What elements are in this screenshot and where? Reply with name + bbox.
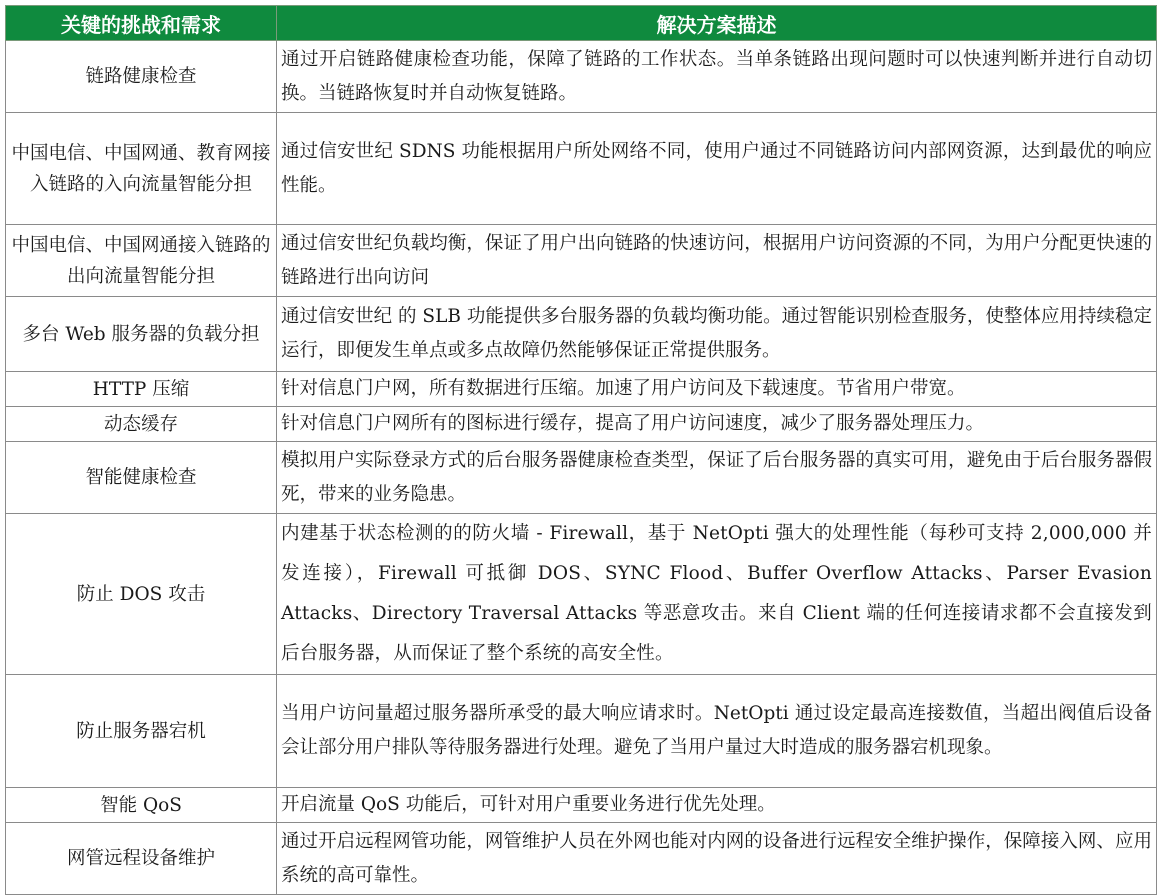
- solution-cell: 开启流量 QoS 功能后，可针对用户重要业务进行优先处理。: [277, 788, 1157, 823]
- solution-cell: 通过信安世纪 的 SLB 功能提供多台服务器的负载均衡功能。通过智能识别检查服务，使整体应用持续稳定运行，即便发生单点或多点故障仍然能够保证正常提供服务。: [277, 297, 1157, 372]
- table-row: [6, 372, 1157, 407]
- table-row: [6, 297, 1157, 372]
- table-row: [6, 41, 1157, 113]
- solution-cell: 针对信息门户网所有的图标进行缓存，提高了用户访问速度，减少了服务器处理压力。: [277, 407, 1157, 442]
- challenge-cell: 多台 Web 服务器的负载分担: [6, 297, 277, 372]
- challenge-cell: 中国电信、中国网通接入链路的出向流量智能分担: [6, 225, 277, 297]
- table-row: [6, 407, 1157, 442]
- table-row: [6, 514, 1157, 675]
- challenge-cell: 防止 DOS 攻击: [6, 514, 277, 675]
- solution-cell: 通过开启远程网管功能，网管维护人员在外网也能对内网的设备进行远程安全维护操作，保障接入网、应用系统的高可靠性。: [277, 823, 1157, 895]
- challenge-cell: 防止服务器宕机: [6, 675, 277, 788]
- table-row: [6, 113, 1157, 225]
- table-row: [6, 788, 1157, 823]
- challenge-cell: 智能 QoS: [6, 788, 277, 823]
- challenge-cell: 智能健康检查: [6, 442, 277, 514]
- solution-cell: 针对信息门户网，所有数据进行压缩。加速了用户访问及下载速度。节省用户带宽。: [277, 372, 1157, 407]
- solution-cell: 通过信安世纪负载均衡，保证了用户出向链路的快速访问，根据用户访问资源的不同，为用户分配更快速的链路进行出向访问: [277, 225, 1157, 297]
- table-row: [6, 225, 1157, 297]
- header-solution: 解决方案描述: [277, 6, 1157, 41]
- challenges-solutions-table: [5, 5, 1157, 895]
- solution-cell: 内建基于状态检测的的防火墙 - Firewall，基于 NetOpti 强大的处理性能（每秒可支持 2,000,000 并发连接），Firewall 可抵御 DOS、SYNC Flood、Buffer Overflow Attacks、Parser Evasion Attacks、Directory Traversal Attacks 等恶意攻击。来自 Client 端的任何连接请求都不会直接发到后台服务器，从而保证了整个系统的高安全性。: [277, 514, 1157, 675]
- table-row: [6, 675, 1157, 788]
- header-row: [6, 6, 1157, 41]
- challenge-cell: 网管远程设备维护: [6, 823, 277, 895]
- header-challenge: 关键的挑战和需求: [6, 6, 277, 41]
- challenge-cell: 中国电信、中国网通、教育网接入链路的入向流量智能分担: [6, 113, 277, 225]
- challenge-cell: 链路健康检查: [6, 41, 277, 113]
- table-row: [6, 442, 1157, 514]
- solution-cell: 通过开启链路健康检查功能，保障了链路的工作状态。当单条链路出现问题时可以快速判断并进行自动切换。当链路恢复时并自动恢复链路。: [277, 41, 1157, 113]
- solution-cell: 通过信安世纪 SDNS 功能根据用户所处网络不同，使用户通过不同链路访问内部网资源，达到最优的响应性能。: [277, 113, 1157, 225]
- challenge-cell: 动态缓存: [6, 407, 277, 442]
- table-row: [6, 823, 1157, 895]
- solution-cell: 当用户访问量超过服务器所承受的最大响应请求时。NetOpti 通过设定最高连接数值，当超出阀值后设备会让部分用户排队等待服务器进行处理。避免了当用户量过大时造成的服务器宕机现象。: [277, 675, 1157, 788]
- solution-cell: 模拟用户实际登录方式的后台服务器健康检查类型，保证了后台服务器的真实可用，避免由于后台服务器假死，带来的业务隐患。: [277, 442, 1157, 514]
- challenge-cell: HTTP 压缩: [6, 372, 277, 407]
